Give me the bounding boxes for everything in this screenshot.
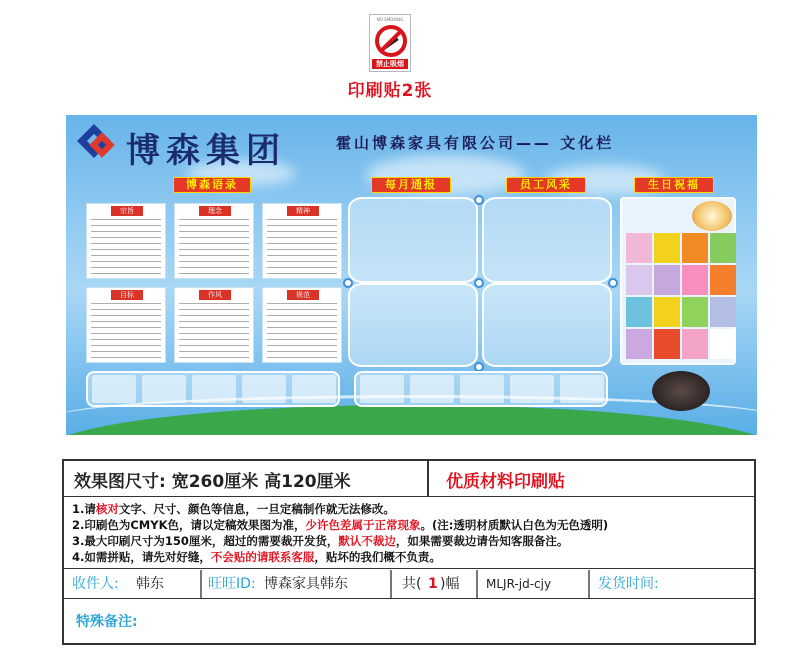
size-row <box>64 461 754 497</box>
hands-image <box>652 371 710 411</box>
recipient-label: 收件人: <box>72 576 119 592</box>
card-title: 规范 <box>287 290 319 300</box>
birthday-tile <box>626 297 652 327</box>
birthday-tile <box>682 233 708 263</box>
note-line: 4.如需拼贴，请先对好缝，不会贴的请联系客服，贴坏的我们概不负责。 <box>72 550 441 564</box>
birthday-tile <box>710 297 736 327</box>
birthday-tile <box>654 265 680 295</box>
birthday-tile <box>626 233 652 263</box>
count-value: 1 <box>428 576 438 592</box>
recipient-row <box>64 569 754 599</box>
brand-title: 博森集团 <box>126 131 286 171</box>
card-concept <box>174 203 254 279</box>
card-style <box>174 287 254 363</box>
card-goal <box>86 287 166 363</box>
company-title: 霍山博森家具有限公司—— 文化栏 <box>336 134 615 152</box>
card-tenet <box>86 203 166 279</box>
card-title: 作风 <box>199 290 231 300</box>
tag-birthday: 生日祝福 <box>634 177 714 193</box>
remarks-row <box>64 599 754 643</box>
card-title: 精神 <box>287 206 319 216</box>
sign-label: 禁止吸烟 <box>372 59 408 69</box>
frame-knob <box>343 278 353 288</box>
wangwang-label: 旺旺ID: <box>208 576 256 592</box>
remarks-label: 特殊备注: <box>76 614 138 630</box>
birthday-tile <box>682 265 708 295</box>
cake-image <box>692 201 732 231</box>
birthday-tile <box>682 329 708 359</box>
birthday-tile <box>626 265 652 295</box>
card-rules <box>262 287 342 363</box>
count-prefix: 共( <box>402 576 422 592</box>
birthday-tile <box>626 329 652 359</box>
birthday-tile <box>710 329 736 359</box>
recipient-value: 韩东 <box>136 576 164 592</box>
card-spirit <box>262 203 342 279</box>
card-title: 目标 <box>111 290 143 300</box>
note-line: 2.印刷色为CMYK色，请以定稿效果图为准，少许色差属于正常现象。(注:透明材质默认白色为无色透明) <box>72 518 609 532</box>
birthday-tile <box>654 233 680 263</box>
notes-block <box>64 497 754 569</box>
photo-strip <box>354 371 608 407</box>
tag-staff: 员工风采 <box>506 177 586 193</box>
note-line: 1.请核对文字、尺寸、颜色等信息，一旦定稿制作就无法修改。 <box>72 502 395 516</box>
sign-caption: NO SMOKING <box>376 17 404 22</box>
sticker-caption: 印刷贴2张 <box>347 81 433 101</box>
birthday-tile <box>654 329 680 359</box>
no-smoking-sign <box>369 14 411 72</box>
order-info-table <box>62 459 756 645</box>
birthday-tile <box>710 265 736 295</box>
photo-strip <box>86 371 340 407</box>
order-code: MLJR-jd-cjy <box>486 577 552 591</box>
card-title: 理念 <box>199 206 231 216</box>
tag-quotes: 博森语录 <box>173 177 251 193</box>
company-logo <box>78 123 120 165</box>
size-text: 效果图尺寸: 宽260厘米 高120厘米 <box>74 472 351 492</box>
note-line: 3.最大印刷尺寸为150厘米，超过的需要裁开发货，默认不裁边，如果需要裁边请告知客服备注。 <box>72 534 569 548</box>
culture-board <box>66 115 757 435</box>
frame-knob <box>474 195 484 205</box>
cigarette-icon <box>383 37 398 49</box>
frame-knob <box>474 278 484 288</box>
photo-frame <box>482 197 612 283</box>
photo-frame <box>348 283 478 367</box>
photo-frame <box>348 197 478 283</box>
birthday-tile <box>682 297 708 327</box>
wangwang-value: 博森家具韩东 <box>264 576 348 592</box>
material-text: 优质材料印刷贴 <box>446 472 565 492</box>
ship-time-label: 发货时间: <box>598 576 659 592</box>
count-suffix: )幅 <box>440 576 460 592</box>
birthday-board <box>620 197 736 365</box>
photo-frame <box>482 283 612 367</box>
birthday-tile <box>654 297 680 327</box>
frame-knob <box>608 278 618 288</box>
tag-monthly: 每月通报 <box>371 177 451 193</box>
card-title: 宗旨 <box>111 206 143 216</box>
no-smoking-icon <box>375 25 407 57</box>
birthday-tile <box>710 233 736 263</box>
